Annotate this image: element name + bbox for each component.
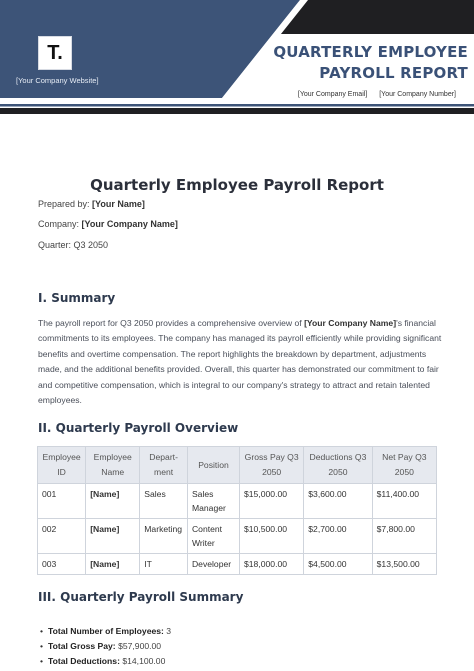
summary-paragraph: The payroll report for Q3 2050 provides a comprehensive overview of [Your Company Name]'s financial commitments to its employees. The company has managed its payroll efficiently while providing significant benefits and overtime compensation. The report highlights the breakdown by department, adjustments made, and the additional benefits provided. Overall, this quarter has demonstrated our commitment to fair and competitive compensation, which is integral to our company's strategy to attract and retain talented employees. xyxy=(38,318,442,406)
prepared-by-value: [Your Name] xyxy=(92,199,145,209)
table-header-row xyxy=(38,447,437,484)
col-position: Position xyxy=(187,447,239,484)
document-title: Quarterly Employee Payroll Report xyxy=(90,176,384,194)
col-employee-name: Employee Name xyxy=(86,447,140,484)
prepared-by: Prepared by: [Your Name] xyxy=(38,199,145,209)
company-value: [Your Company Name] xyxy=(81,219,178,229)
table-row: 002 [Name] Marketing Content Writer $10,500.00 $2,700.00 $7,800.00 xyxy=(38,519,437,554)
list-item: • Total Deductions: $14,100.00 xyxy=(40,654,171,669)
company-number: [Your Company Number] xyxy=(379,91,456,98)
quarter-value: Q3 2050 xyxy=(73,240,109,250)
col-deductions: Deductions Q3 2050 xyxy=(304,447,372,484)
table-row: 001 [Name] Sales Sales Manager $15,000.00 $3,600.00 $11,400.00 xyxy=(38,484,437,519)
table-row: 003 [Name] IT Developer $18,000.00 $4,500.00 $13,500.00 xyxy=(38,554,437,575)
quarter-line: Quarter: Q3 2050 xyxy=(38,240,109,250)
header-title-line2: PAYROLL REPORT xyxy=(319,64,468,82)
company-email: [Your Company Email] xyxy=(297,91,368,98)
page-header xyxy=(0,0,474,120)
header-title-line1: QUARTERLY EMPLOYEE xyxy=(273,43,468,61)
list-item: • Total Number of Employees: 3 xyxy=(40,624,171,639)
company-website: [Your Company Website] xyxy=(16,76,99,85)
summary-heading: I. Summary xyxy=(38,291,116,305)
payroll-summary-list xyxy=(40,624,171,669)
company-logo xyxy=(38,36,72,70)
logo-letter: T. xyxy=(47,41,63,64)
col-net-pay: Net Pay Q3 2050 xyxy=(372,447,436,484)
payroll-summary-heading: III. Quarterly Payroll Summary xyxy=(38,590,244,604)
col-gross-pay: Gross Pay Q3 2050 xyxy=(240,447,304,484)
header-title xyxy=(273,42,468,84)
overview-heading: II. Quarterly Payroll Overview xyxy=(38,421,239,435)
header-contacts xyxy=(288,91,456,98)
list-item: • Total Gross Pay: $57,900.00 xyxy=(40,639,171,654)
company-line: Company: [Your Company Name] xyxy=(38,219,178,229)
col-department: Depart-ment xyxy=(140,447,188,484)
col-employee-id: Employee ID xyxy=(38,447,86,484)
payroll-table xyxy=(37,446,437,575)
